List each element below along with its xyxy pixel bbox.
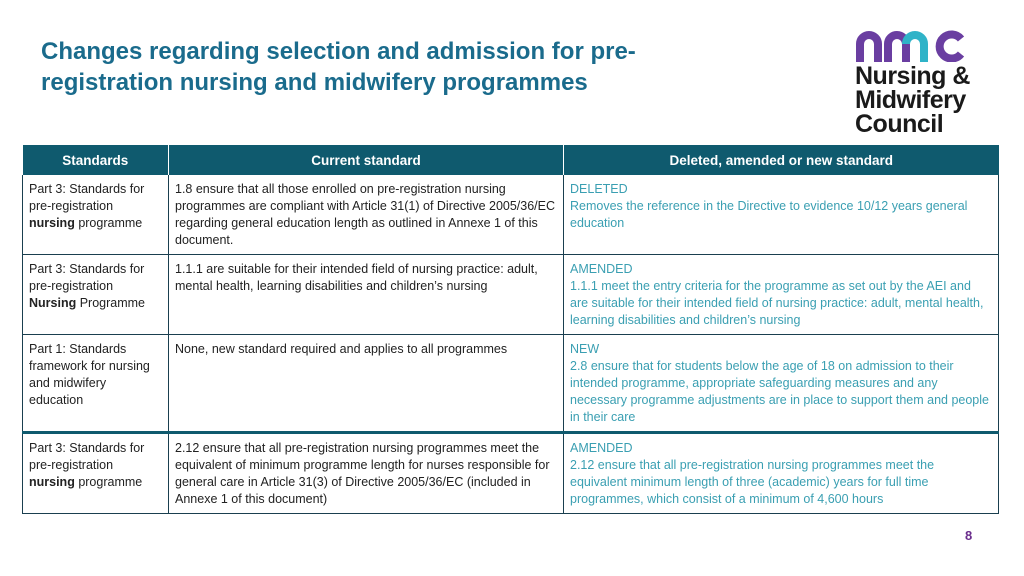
header-standards: Standards xyxy=(23,145,169,175)
standard-cell: Part 1: Standards framework for nursing and midwifery education xyxy=(23,335,169,433)
change-cell xyxy=(564,255,999,335)
change-type: DELETED xyxy=(570,182,628,196)
standard-cell: Part 3: Standards for pre-registration nursing programme xyxy=(23,433,169,514)
change-cell xyxy=(564,433,999,514)
change-type: AMENDED xyxy=(570,262,633,276)
page-number: 8 xyxy=(965,528,973,543)
current-standard-cell: 1.1.1 are suitable for their intended field of nursing practice: adult, mental health, learning disabilities and children’s nursing xyxy=(169,255,564,335)
current-standard-cell: 1.8 ensure that all those enrolled on pre-registration nursing programmes are compliant with Article 31(1) of Directive 2005/36/EC regarding general education length as outlined in Annexe 1 of this document. xyxy=(169,175,564,255)
table-row xyxy=(23,175,999,255)
standards-table xyxy=(22,145,999,514)
change-text: 2.8 ensure that for students below the age of 18 on admission to their intended programme, appropriate safeguarding measures and any necessary programme adjustments are in place to support them and people in their care xyxy=(570,359,989,424)
table-header-row xyxy=(23,145,999,175)
change-cell xyxy=(564,335,999,433)
change-text: Removes the reference in the Directive to evidence 10/12 years general education xyxy=(570,199,968,230)
logo-line-nursing: Nursing & xyxy=(855,62,970,90)
change-text: 2.12 ensure that all pre-registration nursing programmes meet the equivalent minimum length of three (academic) years for full time programmes, which consist of a minimum of 4,600 hours xyxy=(570,458,935,506)
change-text: 1.1.1 meet the entry criteria for the programme as set out by the AEI and are suitable for their intended field of nursing practice: adult, mental health, learning disabilities and children’s nursing xyxy=(570,279,984,327)
current-standard-cell: 2.12 ensure that all pre-registration nursing programmes meet the equivalent of minimum programme length for nurses responsible for general care in Article 31(3) of Directive 2005/36/EC (included in Annexe 1 of this document) xyxy=(169,433,564,514)
nmc-logo xyxy=(855,30,990,136)
standard-cell: Part 3: Standards for pre-registration Nursing Programme xyxy=(23,255,169,335)
logo-line-midwifery: Midwifery xyxy=(855,86,966,114)
table-row xyxy=(23,335,999,433)
current-standard-cell: None, new standard required and applies to all programmes xyxy=(169,335,564,433)
nmc-letters-logo-mark xyxy=(855,30,967,62)
standard-cell: Part 3: Standards for pre-registration nursing programme xyxy=(23,175,169,255)
header-change: Deleted, amended or new standard xyxy=(564,145,999,175)
header-current-standard: Current standard xyxy=(169,145,564,175)
logo-line-council: Council xyxy=(855,110,944,138)
change-type: AMENDED xyxy=(570,441,633,455)
page-title: Changes regarding selection and admission for pre-registration nursing and midwifery programmes xyxy=(41,38,636,96)
change-type: NEW xyxy=(570,342,600,356)
change-cell xyxy=(564,175,999,255)
table-row xyxy=(23,433,999,514)
logo-wordmark xyxy=(855,64,990,136)
table-row xyxy=(23,255,999,335)
